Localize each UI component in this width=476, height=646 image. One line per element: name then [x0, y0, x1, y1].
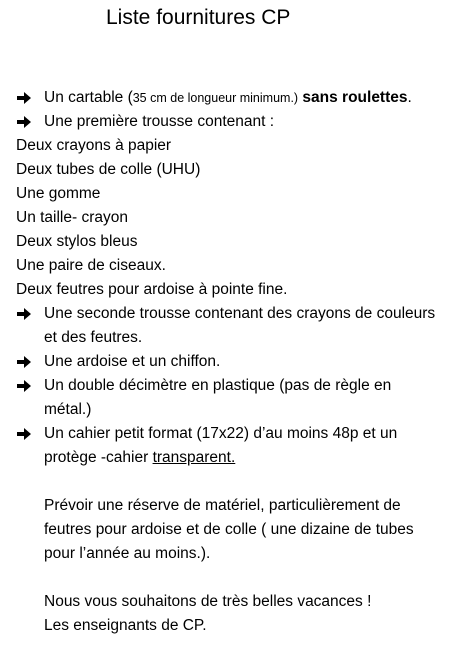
reserve-line: pour l’année au moins.).: [44, 545, 211, 562]
arrow-right-icon: [16, 350, 34, 374]
spacer: [16, 566, 471, 590]
cahier-line-1: Un cahier petit format (17x22) d’au moins 48p et un: [44, 425, 398, 442]
trousse-2-line-2: et des feutres.: [44, 329, 143, 346]
reserve-paragraph: [44, 494, 471, 566]
cartable-text: Un cartable (: [44, 89, 133, 106]
item-trousse-1: [16, 110, 471, 134]
reserve-line: feutres pour ardoise et de colle ( une dizaine de tubes: [44, 521, 414, 538]
item-ardoise-text: Une ardoise et un chiffon.: [44, 353, 221, 370]
cartable-size-note: 35 cm de longueur minimum.): [132, 91, 299, 105]
item-cahier-text: [44, 422, 471, 470]
item-decimetre: [16, 374, 471, 422]
trousse-content-item: Deux tubes de colle (UHU): [16, 161, 201, 178]
trousse-content-item: Deux feutres pour ardoise à pointe fine.: [16, 281, 288, 298]
cahier-line-2a: protège -cahier: [44, 449, 153, 466]
item-trousse-1-text: Une première trousse contenant :: [44, 113, 275, 130]
trousse-2-line-1: Une seconde trousse contenant des crayons de couleurs: [44, 305, 436, 322]
closing-signature: Les enseignants de CP.: [44, 617, 207, 634]
cahier-transparent: transparent.: [152, 449, 236, 466]
cartable-no-wheels: sans roulettes: [302, 89, 408, 106]
item-trousse-2-text: [44, 302, 471, 350]
item-cartable-text: [44, 86, 471, 110]
reserve-line: Prévoir une réserve de matériel, particulièrement de: [44, 497, 401, 514]
arrow-right-icon: [16, 302, 34, 326]
trousse-content-item: Deux crayons à papier: [16, 137, 172, 154]
closing-paragraph: [44, 590, 471, 638]
item-cartable: [16, 86, 471, 110]
document-title: Liste fournitures CP: [106, 6, 291, 29]
arrow-right-icon: [16, 374, 34, 398]
item-decimetre-text: [44, 374, 471, 422]
item-ardoise: [16, 350, 471, 374]
closing-line: Nous vous souhaitons de très belles vacances !: [44, 593, 372, 610]
trousse-content-item: Une gomme: [16, 185, 101, 202]
item-cahier: [16, 422, 471, 470]
decimetre-line-2: métal.): [44, 401, 92, 418]
trousse-content-item: Une paire de ciseaux.: [16, 257, 166, 274]
arrow-right-icon: [16, 86, 34, 110]
spacer: [16, 470, 471, 494]
trousse-content-item: Deux stylos bleus: [16, 233, 138, 250]
decimetre-line-1: Un double décimètre en plastique (pas de règle en: [44, 377, 392, 394]
item-trousse-2: [16, 302, 471, 350]
trousse-content-item: Un taille- crayon: [16, 209, 128, 226]
arrow-right-icon: [16, 110, 34, 134]
arrow-right-icon: [16, 422, 34, 446]
cartable-end: .: [407, 89, 412, 106]
supply-list: [16, 86, 471, 638]
